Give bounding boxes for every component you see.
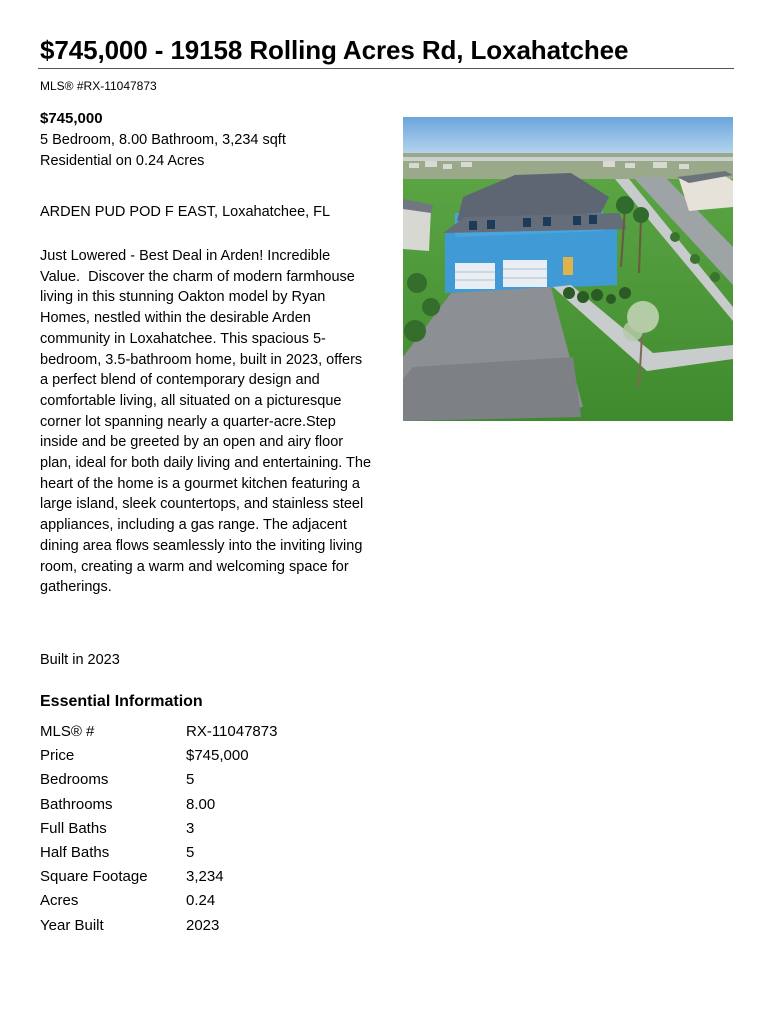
- info-row-full-baths: [40, 817, 277, 841]
- info-row-mls: [40, 720, 277, 744]
- title-divider: [38, 68, 734, 69]
- sky: [403, 117, 733, 157]
- info-row-square-footage: [40, 865, 277, 889]
- listing-description: Just Lowered - Best Deal in Arden! Incredible Value. Discover the charm of modern farmhouse living in this stunning Oakton model by Ryan Homes, nestled within the desirable Arden community in Loxahatchee. This spacious 5-bedroom, 3.5-bathroom home, built in 2023, offers a perfect blend of contemporary design and comfortable living, all situated on a picturesque corner lot spanning nearly a quarter-acre.Step inside and be greeted by an open and airy floor plan, ideal for both daily living and entertaining. The heart of the home is a gourmet kitchen featuring a large island, sleek countertops, and stainless steel appliances, including a gas range. The adjacent dining area flows seamlessly into the inviting living room, creating a warm and welcoming space for gatherings.: [40, 248, 376, 596]
- info-label: MLS® #: [40, 723, 95, 740]
- listing-price: $745,000: [40, 110, 103, 127]
- mls-number-line: MLS® #RX-11047873: [40, 79, 157, 93]
- info-row-year-built: [40, 914, 277, 938]
- info-label: Full Baths: [40, 819, 107, 837]
- info-row-acres: [40, 889, 277, 913]
- garage-door: [455, 263, 495, 289]
- aerial-house-photo-illustration: [403, 117, 733, 421]
- listing-summary-lot: Residential on 0.24 Acres: [40, 153, 205, 169]
- listing-photo: [403, 117, 733, 421]
- info-label: Square Footage: [40, 868, 148, 886]
- info-value: 0.24: [186, 892, 216, 910]
- built-year-line: Built in 2023: [40, 652, 120, 668]
- info-value: 2023: [186, 916, 220, 934]
- info-row-bathrooms: [40, 793, 277, 817]
- info-row-bedrooms: [40, 768, 277, 792]
- listing-location: ARDEN PUD POD F EAST, Loxahatchee, FL: [40, 204, 331, 220]
- garage-door: [503, 260, 547, 287]
- info-label: Year Built: [40, 916, 104, 934]
- essential-information-table: [40, 720, 277, 938]
- info-value: 5: [186, 771, 195, 789]
- info-label: Half Baths: [40, 844, 110, 862]
- info-label: Acres: [40, 892, 79, 910]
- info-value: 3: [186, 819, 195, 837]
- page-title: $745,000 - 19158 Rolling Acres Rd, Loxahatchee: [40, 35, 629, 65]
- info-row-half-baths: [40, 841, 277, 865]
- info-label: Price: [40, 747, 75, 765]
- info-row-price: [40, 744, 277, 768]
- essential-information-heading: Essential Information: [40, 693, 203, 710]
- info-value: $745,000: [186, 747, 249, 765]
- front-door: [563, 257, 573, 275]
- info-value: 8.00: [186, 795, 216, 813]
- info-label: Bedrooms: [40, 771, 109, 789]
- info-value: 3,234: [186, 868, 224, 886]
- info-value: RX-11047873: [186, 723, 278, 740]
- listing-summary-rooms: 5 Bedroom, 8.00 Bathroom, 3,234 sqft: [40, 132, 286, 148]
- info-label: Bathrooms: [40, 795, 113, 813]
- info-value: 5: [186, 844, 195, 862]
